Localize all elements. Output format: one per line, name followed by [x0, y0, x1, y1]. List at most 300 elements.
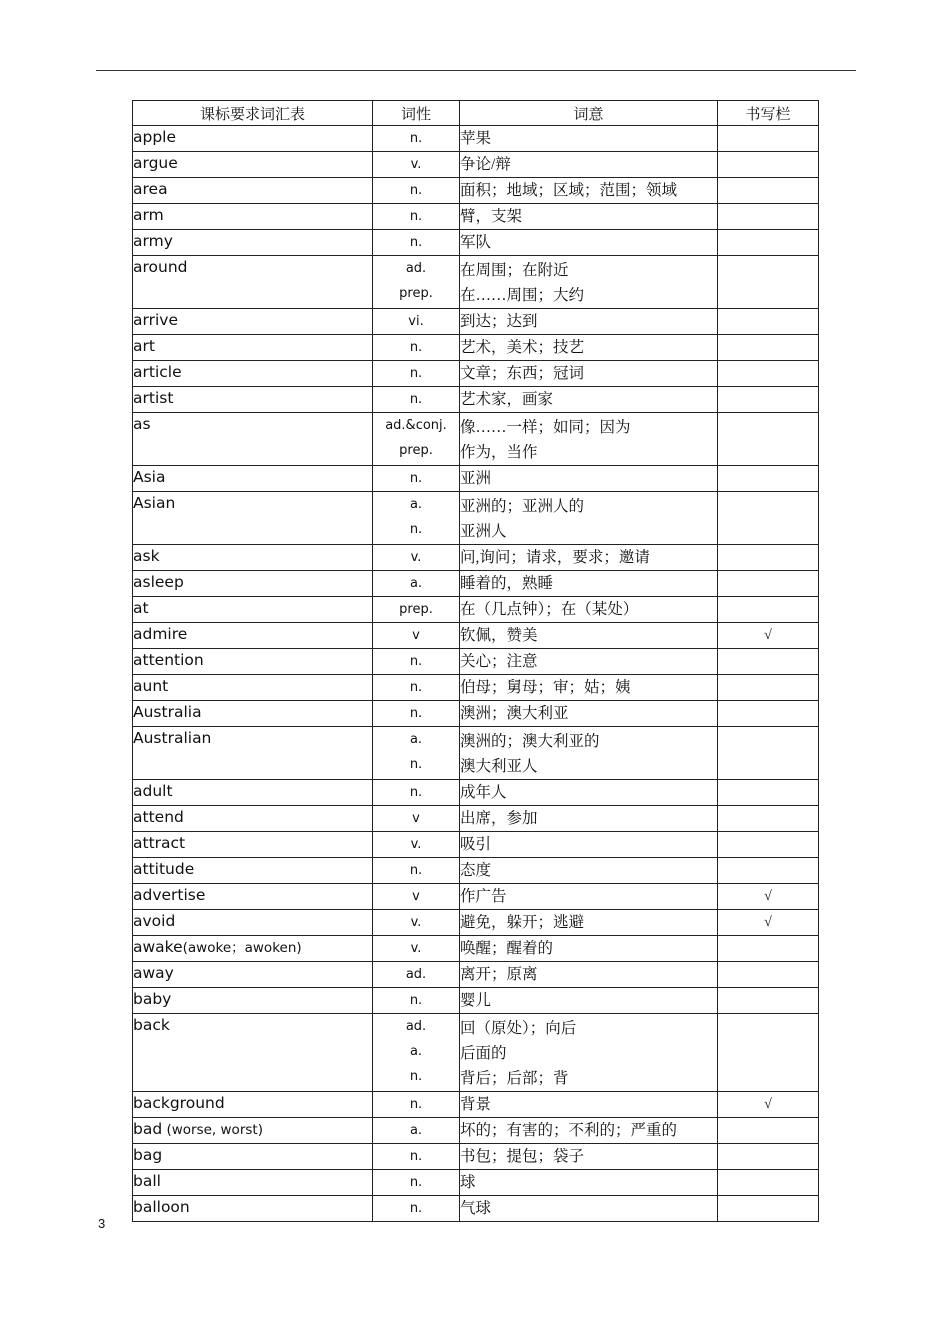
word-text: avoid: [133, 912, 176, 930]
meaning-cell: [460, 492, 718, 545]
writing-cell: [718, 545, 819, 571]
meaning-text: 坏的；有害的；不利的；严重的: [460, 1122, 678, 1139]
table-row: [133, 466, 819, 492]
pos-text: v.: [410, 837, 422, 852]
writing-cell: [718, 413, 819, 466]
pos-cell: [373, 649, 460, 675]
writing-cell: [718, 780, 819, 806]
meaning-cell: [460, 1014, 718, 1092]
checkmark: √: [764, 889, 772, 904]
pos-text: n.: [409, 785, 423, 800]
meaning-text: 回（原处）；向后: [460, 1020, 577, 1037]
meaning-cell: [460, 858, 718, 884]
meaning-text: 争论/辩: [460, 156, 511, 173]
pos-text: n.: [409, 680, 423, 695]
word-text: area: [133, 180, 168, 198]
pos-cell: [373, 806, 460, 832]
word-text: away: [133, 964, 174, 982]
word-text: art: [133, 337, 155, 355]
table-row: [133, 884, 819, 910]
pos-text: n.: [409, 1175, 423, 1190]
word-cell: [133, 649, 373, 675]
pos-cell: [373, 309, 460, 335]
word-forms: (worse, worst): [162, 1122, 263, 1138]
meaning-text: 关心；注意: [460, 653, 538, 670]
meaning-text: 球: [460, 1174, 476, 1191]
writing-cell: [718, 597, 819, 623]
pos-text: v.: [410, 157, 422, 172]
pos-text: n.: [409, 863, 423, 878]
meaning-cell: [460, 701, 718, 727]
meaning-cell: [460, 675, 718, 701]
meaning-text: 成年人: [460, 784, 507, 801]
word-text: advertise: [133, 886, 206, 904]
word-cell: [133, 230, 373, 256]
pos-text: a.: [409, 732, 423, 747]
table-row: [133, 832, 819, 858]
word-cell: [133, 910, 373, 936]
word-text: asleep: [133, 573, 184, 591]
meaning-cell: [460, 806, 718, 832]
pos-cell: [373, 597, 460, 623]
word-cell: [133, 1144, 373, 1170]
word-text: Australia: [133, 703, 202, 721]
pos-text: v: [412, 811, 420, 826]
table-row: [133, 597, 819, 623]
word-cell: [133, 178, 373, 204]
word-text: bag: [133, 1146, 163, 1164]
checkmark: √: [764, 628, 772, 643]
meaning-cell: [460, 152, 718, 178]
meaning-text: 亚洲的；亚洲人的: [460, 498, 585, 515]
page-number: 3: [98, 1216, 106, 1231]
word-text: aunt: [133, 677, 169, 695]
pos-text: n.: [409, 522, 423, 537]
pos-text: n.: [409, 1149, 423, 1164]
word-cell: [133, 309, 373, 335]
pos-text: prep.: [399, 286, 433, 301]
meaning-text: 澳大利亚人: [460, 758, 538, 775]
word-cell: [133, 413, 373, 466]
word-cell: [133, 256, 373, 309]
writing-cell: [718, 126, 819, 152]
pos-text: n.: [409, 1069, 423, 1084]
meaning-text: 婴儿: [460, 992, 492, 1009]
pos-cell: [373, 335, 460, 361]
pos-cell: [373, 832, 460, 858]
word-text: argue: [133, 154, 178, 172]
meaning-cell: [460, 1196, 718, 1222]
writing-cell: [718, 309, 819, 335]
pos-text: n.: [409, 392, 423, 407]
word-cell: [133, 780, 373, 806]
word-cell: [133, 988, 373, 1014]
pos-cell: [373, 230, 460, 256]
pos-text: n.: [409, 757, 423, 772]
word-text: arm: [133, 206, 164, 224]
pos-cell: [373, 910, 460, 936]
pos-cell: [373, 256, 460, 309]
header-rule: [96, 70, 856, 71]
pos-text: a.: [409, 576, 423, 591]
writing-cell: [718, 335, 819, 361]
pos-cell: [373, 858, 460, 884]
table-row: [133, 204, 819, 230]
pos-text: prep.: [399, 443, 433, 458]
header-writing: 书写栏: [718, 101, 819, 126]
table-row: [133, 936, 819, 962]
pos-cell: [373, 675, 460, 701]
meaning-cell: [460, 204, 718, 230]
pos-cell: [373, 701, 460, 727]
table-row: [133, 988, 819, 1014]
writing-cell: [718, 988, 819, 1014]
word-cell: [133, 335, 373, 361]
writing-cell: [718, 649, 819, 675]
pos-cell: [373, 727, 460, 780]
table-row: [133, 858, 819, 884]
word-text: ball: [133, 1172, 161, 1190]
pos-cell: [373, 1092, 460, 1118]
meaning-cell: [460, 361, 718, 387]
pos-text: n.: [409, 654, 423, 669]
pos-text: a.: [409, 1123, 423, 1138]
meaning-text: 态度: [460, 862, 492, 879]
table-row: [133, 178, 819, 204]
pos-text: n.: [409, 706, 423, 721]
meaning-cell: [460, 988, 718, 1014]
table-row: [133, 806, 819, 832]
meaning-cell: [460, 466, 718, 492]
writing-cell: [718, 884, 819, 910]
writing-cell: [718, 204, 819, 230]
writing-cell: [718, 832, 819, 858]
meaning-text: 像……一样；如同；因为: [460, 419, 631, 436]
meaning-text: 作广告: [460, 888, 507, 905]
pos-cell: [373, 126, 460, 152]
pos-cell: [373, 623, 460, 649]
word-cell: [133, 806, 373, 832]
word-cell: [133, 884, 373, 910]
table-row: [133, 1196, 819, 1222]
meaning-cell: [460, 884, 718, 910]
word-cell: [133, 701, 373, 727]
table-row: [133, 387, 819, 413]
word-cell: [133, 727, 373, 780]
writing-cell: [718, 1092, 819, 1118]
meaning-text: 问,询问；请求，要求；邀请: [460, 549, 650, 566]
meaning-cell: [460, 962, 718, 988]
table-row: [133, 571, 819, 597]
word-text: article: [133, 363, 182, 381]
pos-text: n.: [409, 366, 423, 381]
header-word: 课标要求词汇表: [133, 101, 373, 126]
table-row: [133, 361, 819, 387]
pos-text: n.: [409, 471, 423, 486]
pos-text: n.: [409, 183, 423, 198]
writing-cell: [718, 256, 819, 309]
table-row: [133, 675, 819, 701]
pos-cell: [373, 780, 460, 806]
pos-cell: [373, 492, 460, 545]
word-cell: [133, 571, 373, 597]
word-cell: [133, 623, 373, 649]
meaning-text: 军队: [460, 234, 492, 251]
pos-text: vi.: [408, 314, 424, 329]
pos-text: v.: [410, 915, 422, 930]
word-text: apple: [133, 128, 177, 146]
table-row: [133, 335, 819, 361]
word-text: Australian: [133, 729, 212, 747]
meaning-text: 臂，支架: [460, 208, 523, 225]
meaning-text: 气球: [460, 1200, 492, 1217]
pos-cell: [373, 1014, 460, 1092]
word-text: attract: [133, 834, 186, 852]
meaning-text: 文章；东西；冠词: [460, 365, 585, 382]
writing-cell: [718, 1014, 819, 1092]
table-row: [133, 1144, 819, 1170]
pos-text: ad.: [405, 261, 427, 276]
pos-text: v: [412, 628, 420, 643]
meaning-text: 澳洲；澳大利亚: [460, 705, 569, 722]
writing-cell: [718, 571, 819, 597]
pos-text: n.: [409, 1201, 423, 1216]
word-cell: [133, 152, 373, 178]
pos-text: a.: [409, 1044, 423, 1059]
word-cell: [133, 962, 373, 988]
meaning-cell: [460, 126, 718, 152]
word-cell: [133, 126, 373, 152]
writing-cell: [718, 675, 819, 701]
meaning-text: 避免，躲开；逃避: [460, 914, 585, 931]
pos-cell: [373, 571, 460, 597]
word-cell: [133, 832, 373, 858]
writing-cell: [718, 466, 819, 492]
meaning-text: 唤醒；醒着的: [460, 940, 554, 957]
table-row: [133, 1014, 819, 1092]
header-meaning: 词意: [460, 101, 718, 126]
pos-text: prep.: [399, 602, 433, 617]
meaning-text: 面积；地域；区域；范围；领域: [460, 182, 678, 199]
table-row: [133, 1170, 819, 1196]
meaning-text: 亚洲人: [460, 523, 507, 540]
writing-cell: [718, 936, 819, 962]
table-header-row: [133, 101, 819, 126]
meaning-cell: [460, 230, 718, 256]
meaning-cell: [460, 1118, 718, 1144]
word-cell: [133, 597, 373, 623]
writing-cell: [718, 806, 819, 832]
pos-text: a.: [409, 497, 423, 512]
word-text: as: [133, 415, 151, 433]
meaning-text: 伯母；舅母；审；姑；姨: [460, 679, 631, 696]
word-cell: [133, 1170, 373, 1196]
meaning-cell: [460, 309, 718, 335]
word-cell: [133, 1014, 373, 1092]
meaning-cell: [460, 413, 718, 466]
meaning-cell: [460, 545, 718, 571]
word-text: awake: [133, 938, 183, 956]
word-cell: [133, 675, 373, 701]
pos-cell: [373, 936, 460, 962]
meaning-cell: [460, 178, 718, 204]
word-cell: [133, 545, 373, 571]
writing-cell: [718, 178, 819, 204]
meaning-cell: [460, 623, 718, 649]
word-cell: [133, 1092, 373, 1118]
table-row: [133, 492, 819, 545]
meaning-cell: [460, 649, 718, 675]
word-text: balloon: [133, 1198, 190, 1216]
pos-cell: [373, 545, 460, 571]
word-cell: [133, 492, 373, 545]
table-row: [133, 256, 819, 309]
word-cell: [133, 858, 373, 884]
writing-cell: [718, 1118, 819, 1144]
writing-cell: [718, 492, 819, 545]
pos-cell: [373, 152, 460, 178]
table-row: [133, 230, 819, 256]
meaning-cell: [460, 387, 718, 413]
pos-cell: [373, 466, 460, 492]
pos-cell: [373, 962, 460, 988]
word-forms: (awoke；awoken): [182, 940, 302, 956]
writing-cell: [718, 858, 819, 884]
word-text: adult: [133, 782, 173, 800]
pos-text: v.: [410, 941, 422, 956]
meaning-text: 澳洲的；澳大利亚的: [460, 733, 600, 750]
writing-cell: [718, 623, 819, 649]
word-text: bad: [133, 1120, 163, 1138]
writing-cell: [718, 1144, 819, 1170]
table-row: [133, 413, 819, 466]
pos-text: n.: [409, 131, 423, 146]
table-row: [133, 545, 819, 571]
writing-cell: [718, 1170, 819, 1196]
pos-text: v: [412, 889, 420, 904]
meaning-text: 艺术，美术；技艺: [460, 339, 585, 356]
writing-cell: [718, 910, 819, 936]
word-cell: [133, 1118, 373, 1144]
meaning-text: 吸引: [460, 836, 492, 853]
table-row: [133, 1092, 819, 1118]
word-text: arrive: [133, 311, 178, 329]
pos-cell: [373, 884, 460, 910]
pos-text: ad.&conj.: [385, 418, 447, 433]
word-text: attend: [133, 808, 184, 826]
word-text: ask: [133, 547, 160, 565]
table-row: [133, 701, 819, 727]
meaning-text: 后面的: [460, 1045, 507, 1062]
meaning-cell: [460, 780, 718, 806]
pos-cell: [373, 204, 460, 230]
writing-cell: [718, 152, 819, 178]
meaning-text: 背景: [460, 1096, 492, 1113]
pos-cell: [373, 413, 460, 466]
checkmark: √: [764, 1097, 772, 1112]
pos-cell: [373, 1196, 460, 1222]
table-row: [133, 1118, 819, 1144]
pos-text: ad.: [405, 1019, 427, 1034]
word-text: admire: [133, 625, 188, 643]
meaning-cell: [460, 256, 718, 309]
pos-cell: [373, 387, 460, 413]
meaning-text: 在（几点钟）；在（某处）: [460, 601, 639, 618]
word-text: attitude: [133, 860, 195, 878]
table-row: [133, 727, 819, 780]
word-text: Asia: [133, 468, 166, 486]
pos-cell: [373, 1170, 460, 1196]
meaning-text: 苹果: [460, 130, 492, 147]
word-text: attention: [133, 651, 204, 669]
writing-cell: [718, 701, 819, 727]
meaning-text: 钦佩，赞美: [460, 627, 538, 644]
meaning-cell: [460, 1144, 718, 1170]
table-row: [133, 152, 819, 178]
meaning-text: 离开；原离: [460, 966, 538, 983]
pos-cell: [373, 361, 460, 387]
pos-text: n.: [409, 1097, 423, 1112]
meaning-text: 到达；达到: [460, 313, 538, 330]
pos-text: n.: [409, 340, 423, 355]
table-row: [133, 309, 819, 335]
word-cell: [133, 387, 373, 413]
pos-cell: [373, 1144, 460, 1170]
writing-cell: [718, 361, 819, 387]
table-row: [133, 649, 819, 675]
word-cell: [133, 361, 373, 387]
pos-cell: [373, 178, 460, 204]
meaning-cell: [460, 571, 718, 597]
table-row: [133, 126, 819, 152]
pos-text: n.: [409, 993, 423, 1008]
word-text: army: [133, 232, 173, 250]
pos-text: n.: [409, 209, 423, 224]
vocabulary-table: [132, 100, 819, 1222]
meaning-text: 在周围；在附近: [460, 262, 569, 279]
pos-cell: [373, 988, 460, 1014]
meaning-cell: [460, 936, 718, 962]
word-text: at: [133, 599, 149, 617]
table-row: [133, 910, 819, 936]
meaning-text: 出席，参加: [460, 810, 538, 827]
meaning-text: 背后；后部；背: [460, 1070, 569, 1087]
pos-text: v.: [410, 550, 422, 565]
word-cell: [133, 936, 373, 962]
word-cell: [133, 1196, 373, 1222]
table-row: [133, 962, 819, 988]
writing-cell: [718, 1196, 819, 1222]
meaning-text: 艺术家，画家: [460, 391, 554, 408]
word-cell: [133, 204, 373, 230]
table-row: [133, 780, 819, 806]
word-text: Asian: [133, 494, 176, 512]
meaning-cell: [460, 727, 718, 780]
meaning-cell: [460, 1170, 718, 1196]
meaning-cell: [460, 832, 718, 858]
meaning-text: 作为，当作: [460, 444, 538, 461]
meaning-cell: [460, 1092, 718, 1118]
meaning-text: 睡着的，熟睡: [460, 575, 554, 592]
word-text: baby: [133, 990, 172, 1008]
meaning-cell: [460, 597, 718, 623]
meaning-cell: [460, 335, 718, 361]
word-text: back: [133, 1016, 170, 1034]
meaning-text: 在……周围；大约: [460, 287, 585, 304]
writing-cell: [718, 727, 819, 780]
word-text: around: [133, 258, 188, 276]
table-row: [133, 623, 819, 649]
